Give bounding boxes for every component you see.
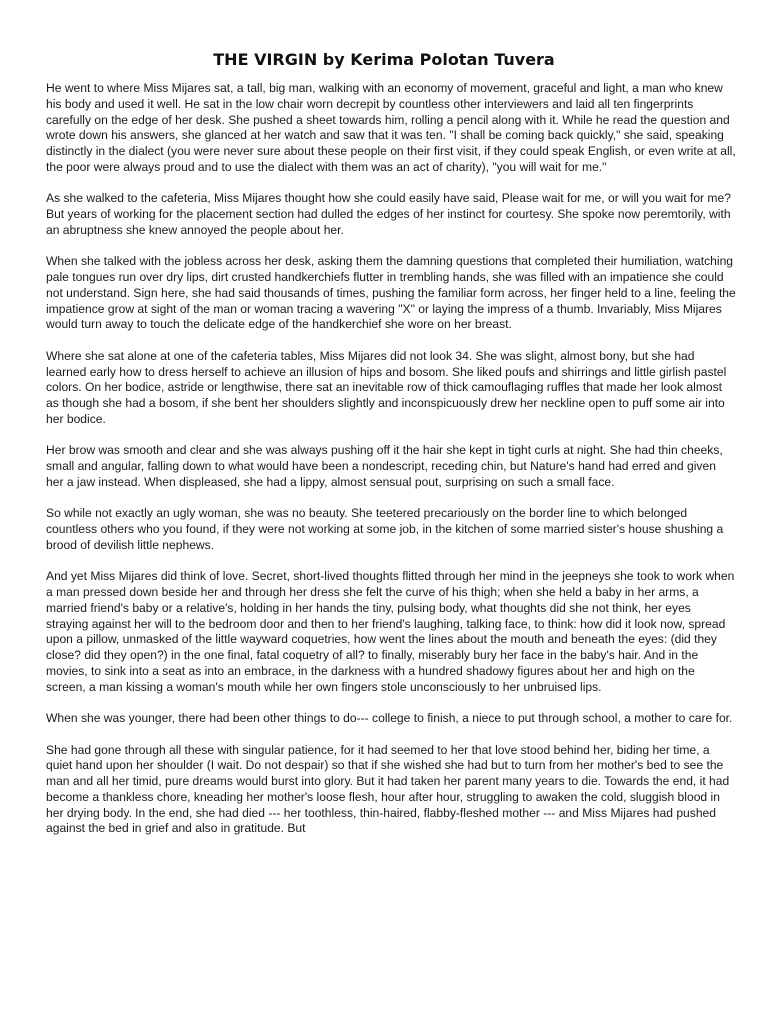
paragraph-3: When she talked with the jobless across her desk, asking them the damning questions that completed their humiliation, watching pale tongues run over dry lips, dirt crusted handkerchiefs flutter in trembling hands, she was filled with an impatience she could not understand. Sign here, she had said thousands of times, pushing the familiar form across, her finger held to a line, feeling the impatience grow at sight of the man or woman tracing a wavering "X" or laying the impress of a thumb. Invariably, Miss Mijares would turn away to touch the delicate edge of the handkerchief she wore on her breast. — [46, 254, 736, 332]
paragraph-4: Where she sat alone at one of the cafeteria tables, Miss Mijares did not look 34. She was slight, almost bony, but she had learned early how to dress herself to achieve an illusion of hips and bosom. She liked poufs and shirrings and little girlish pastel colors. On her bodice, astride or lengthwise, there sat an inevitable row of thick camouflaging ruffles that made her look almost as though she had a bosom, if she bent her shoulders slightly and inconspicuously drew her neckline open to puff some air into her bodice. — [46, 348, 727, 426]
paragraph-7: And yet Miss Mijares did think of love. Secret, short-lived thoughts flitted through her mind in the jeepneys she took to work when a man pressed down beside her and through her dress she felt the curve of his thigh; when she held a baby in her arms, a married friend's baby or a relative's, holding in her hands the tiny, pulsing body, what thoughts did she not think, her eyes straying against her will to the bedroom door and then to her friend's laughing, talking face, to think: how did it look now, spread upon a pillow, unmasked of the little wayward coquetries, how went the lines about the mouth and beneath the eyes: (did they close? did they open?) in the one final, fatal coquetry of all? to finally, miserably bury her face in the baby's hair. And in the movies, to sink into a seat as into an embrace, in the darkness with a hundred shadowy figures about her and high on the screen, a man kissing a woman's mouth while her own fingers stole unconsciously to her unbruised lips. — [46, 569, 735, 694]
paragraph-1: He went to where Miss Mijares sat, a tall, big man, walking with an economy of movement, graceful and light, a man who knew his body and used it well. He sat in the low chair worn decrepit by countless other interviewers and laid all ten fingerprints carefully on the edge of her desk. She pushed a sheet towards him, rolling a pencil along with it. While he read the question and wrote down his answers, she glanced at her watch and saw that it was ten. "I shall be coming back quickly," she said, speaking distinctly in the dialect (you were never sure about these people on their first visit, if they could speak English, or even write at all, the poor were always proud and to use the dialect with them was an act of charity), "you will wait for me." — [46, 81, 736, 174]
paragraph-9: She had gone through all these with singular patience, for it had seemed to her that love stood behind her, biding her time, a quiet hand upon her shoulder (I wait. Do not despair) so that if she wished she had but to turn from her mother's bed to see the man and all her timid, pure dreams would burst into glory. But it had taken her parent many years to die. Towards the end, it had become a thankless chore, kneading her mother's loose flesh, hour after hour, struggling to awaken the cold, sluggish blood in her drying body. In the end, she had died --- her toothless, thin-haired, flabby-fleshed mother --- and Miss Mijares had pushed against the bed in grief and also in gratitude. But — [46, 742, 730, 836]
paragraph-5: Her brow was smooth and clear and she was always pushing off it the hair she kept in tight curls at night. She had thin cheeks, small and angular, falling down to what would have been a nondescript, receding chin, but Nature's hand had erred and given her a jaw instead. When displeased, she had a lippy, almost sensual pout, surprising on such a small face. — [46, 443, 723, 489]
page-title: THE VIRGIN by Kerima Polotan Tuvera — [213, 50, 555, 69]
story-body — [46, 81, 736, 853]
paragraph-2: As she walked to the cafeteria, Miss Mijares thought how she could easily have said, Please wait for me, or will you wait for me? But years of working for the placement section had dulled the edges of her instinct for courtesy. She spoke now peremtorily, with an abruptness she knew annoyed the people about her. — [46, 191, 731, 237]
paragraph-6: So while not exactly an ugly woman, she was no beauty. She teetered precariously on the border line to which belonged countless others who you found, if they were not working at some job, in the kitchen of some married sister's house shushing a brood of devilish little nephews. — [46, 506, 724, 552]
paragraph-8: When she was younger, there had been other things to do--- college to finish, a niece to put through school, a mother to care for. — [46, 711, 733, 725]
